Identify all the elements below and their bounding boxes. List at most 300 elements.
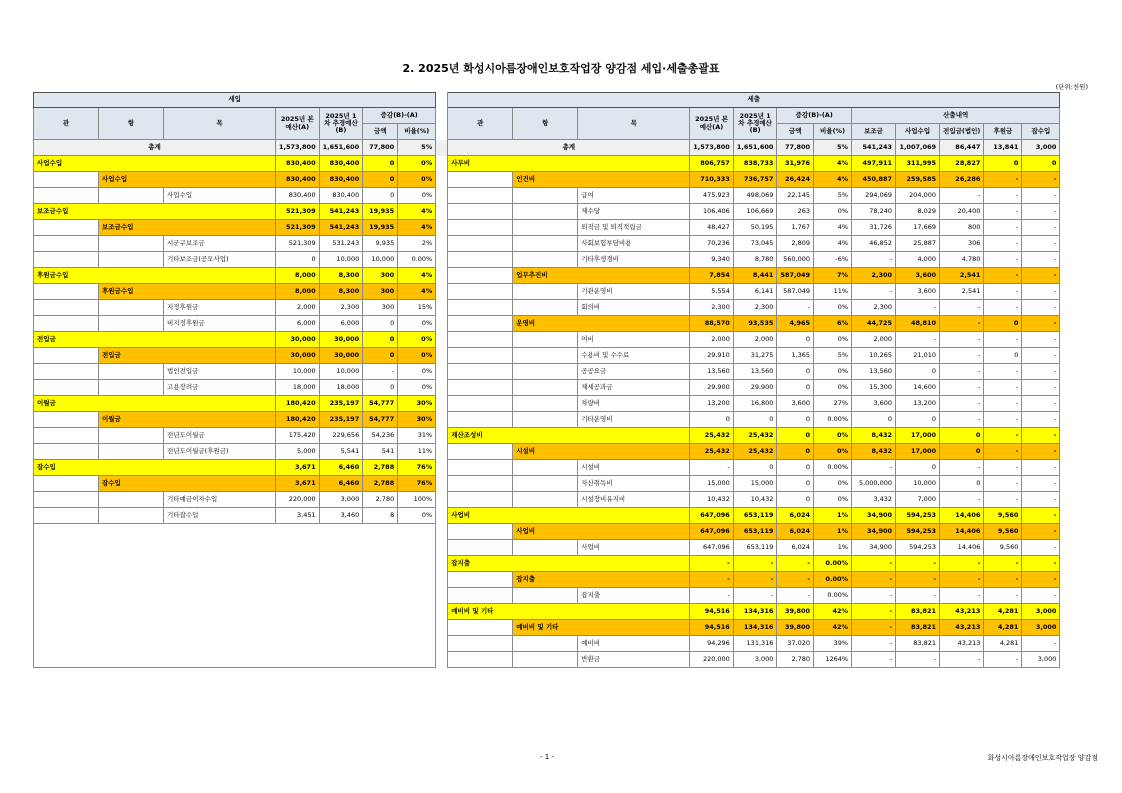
expense-gwan-cell bbox=[448, 492, 513, 508]
expense-amt-cell: 6,024 bbox=[777, 540, 814, 556]
expense-pct-cell: 0.00% bbox=[814, 556, 852, 572]
expense-total-amt: 77,800 bbox=[777, 140, 814, 156]
table-row bbox=[34, 636, 1060, 652]
expense-mok-cell: 여비 bbox=[578, 332, 690, 348]
expense-pct-cell: 0% bbox=[814, 364, 852, 380]
income-mok-cell: 비지정후원금 bbox=[164, 316, 276, 332]
expense-gwan-cell: 사무비 bbox=[448, 156, 690, 172]
income-gwan-cell bbox=[34, 428, 99, 444]
income-a-cell: 180,420 bbox=[276, 412, 320, 428]
expense-d1-cell: - bbox=[852, 460, 896, 476]
expense-d3-cell: 26,286 bbox=[940, 172, 984, 188]
col-exp-ratio: 비율(%) bbox=[814, 124, 852, 140]
expense-d2-cell: 204,000 bbox=[896, 188, 940, 204]
income-pct-cell: 0% bbox=[398, 332, 436, 348]
expense-amt-cell: - bbox=[777, 300, 814, 316]
expense-mok-cell: 기타운영비 bbox=[578, 412, 690, 428]
expense-pct-cell: 4% bbox=[814, 156, 852, 172]
expense-gwan-cell bbox=[448, 284, 513, 300]
expense-d1-cell: - bbox=[852, 252, 896, 268]
expense-total-b: 1,651,600 bbox=[733, 140, 777, 156]
expense-amt-cell: 560,000 bbox=[777, 252, 814, 268]
expense-amt-cell: 2,809 bbox=[777, 236, 814, 252]
expense-d1-cell: 34,900 bbox=[852, 508, 896, 524]
table-row bbox=[34, 300, 1060, 316]
expense-mok-cell: 수용비 및 수수료 bbox=[578, 348, 690, 364]
expense-b-cell: 736,757 bbox=[733, 172, 777, 188]
table-row bbox=[34, 236, 1060, 252]
income-hang-cell bbox=[99, 428, 164, 444]
expense-b-cell: 838,733 bbox=[733, 156, 777, 172]
expense-d1-cell: 3,600 bbox=[852, 396, 896, 412]
income-pct-cell: 0% bbox=[398, 156, 436, 172]
expense-mok-cell: 반환금 bbox=[578, 652, 690, 668]
expense-mok-cell: 기관운영비 bbox=[578, 284, 690, 300]
expense-gwan-cell bbox=[448, 412, 513, 428]
income-hang-cell bbox=[99, 300, 164, 316]
income-mok-cell: 사업수입 bbox=[164, 188, 276, 204]
expense-d4-cell: - bbox=[984, 172, 1022, 188]
expense-gwan-cell: 사업비 bbox=[448, 508, 690, 524]
income-pct-cell: 4% bbox=[398, 268, 436, 284]
expense-pct-cell: 0% bbox=[814, 332, 852, 348]
income-gwan-cell bbox=[34, 412, 99, 428]
expense-d3-cell: - bbox=[940, 380, 984, 396]
expense-d3-cell: - bbox=[940, 396, 984, 412]
expense-b-cell: 50,195 bbox=[733, 220, 777, 236]
income-a-cell: 830,400 bbox=[276, 156, 320, 172]
expense-total-label: 총계 bbox=[448, 140, 690, 156]
col-exp-mok: 목 bbox=[578, 108, 690, 140]
income-hang-cell bbox=[99, 364, 164, 380]
income-gwan-cell bbox=[34, 188, 99, 204]
col-d5: 잡수입 bbox=[1022, 124, 1060, 140]
income-mok-cell: 전년도이월금(후원금) bbox=[164, 444, 276, 460]
expense-b-cell: 131,316 bbox=[733, 636, 777, 652]
income-pct-cell: 0% bbox=[398, 508, 436, 524]
expense-gwan-cell bbox=[448, 332, 513, 348]
income-gwan-cell bbox=[34, 364, 99, 380]
expense-d1-cell: 497,911 bbox=[852, 156, 896, 172]
expense-d4-cell: 9,560 bbox=[984, 540, 1022, 556]
income-b-cell: 6,460 bbox=[319, 460, 363, 476]
separator bbox=[436, 508, 448, 524]
expense-gwan-cell bbox=[448, 636, 513, 652]
col-d1: 보조금 bbox=[852, 124, 896, 140]
income-mok-cell: 법인전입금 bbox=[164, 364, 276, 380]
expense-a-cell: - bbox=[690, 460, 734, 476]
expense-hang-cell: 운영비 bbox=[513, 316, 690, 332]
income-b-cell: 6,460 bbox=[319, 476, 363, 492]
expense-gwan-cell bbox=[448, 348, 513, 364]
table-row bbox=[34, 332, 1060, 348]
expense-hang-cell bbox=[513, 380, 578, 396]
income-gwan-cell bbox=[34, 476, 99, 492]
expense-gwan-cell: 재산조성비 bbox=[448, 428, 690, 444]
col-exp-hang: 항 bbox=[513, 108, 578, 140]
expense-pct-cell: 0% bbox=[814, 204, 852, 220]
expense-d4-cell: - bbox=[984, 332, 1022, 348]
separator bbox=[436, 652, 448, 668]
income-empty-cell bbox=[34, 636, 436, 652]
income-gwan-cell bbox=[34, 508, 99, 524]
income-pct-cell: 31% bbox=[398, 428, 436, 444]
col-exp-diff: 증감(B)-(A) bbox=[777, 108, 852, 124]
income-b-cell: 541,243 bbox=[319, 220, 363, 236]
expense-gwan-cell bbox=[448, 172, 513, 188]
table-row bbox=[34, 364, 1060, 380]
expense-d2-cell: 21,010 bbox=[896, 348, 940, 364]
income-pct-cell: 76% bbox=[398, 460, 436, 476]
separator bbox=[436, 188, 448, 204]
income-a-cell: 2,000 bbox=[276, 300, 320, 316]
separator bbox=[436, 252, 448, 268]
expense-d3-cell: - bbox=[940, 364, 984, 380]
footer-org: 화성시아름장애인보호작업장 양감점 bbox=[987, 754, 1098, 762]
income-gwan-cell bbox=[34, 492, 99, 508]
expense-d3-cell: 306 bbox=[940, 236, 984, 252]
income-empty-cell bbox=[34, 572, 436, 588]
expense-d2-cell: 0 bbox=[896, 364, 940, 380]
expense-a-cell: 220,000 bbox=[690, 652, 734, 668]
expense-total-d1: 541,243 bbox=[852, 140, 896, 156]
expense-d5-cell: - bbox=[1022, 236, 1060, 252]
expense-gwan-cell bbox=[448, 204, 513, 220]
income-b-cell: 3,000 bbox=[319, 492, 363, 508]
col-diff: 증감(B)-(A) bbox=[363, 108, 436, 124]
expense-total-d3: 86,447 bbox=[940, 140, 984, 156]
separator bbox=[436, 204, 448, 220]
income-b-cell: 8,300 bbox=[319, 268, 363, 284]
separator bbox=[436, 556, 448, 572]
separator bbox=[436, 220, 448, 236]
income-header: 세입 bbox=[34, 93, 436, 108]
expense-d3-cell: - bbox=[940, 492, 984, 508]
income-mok-cell: 기타잡수입 bbox=[164, 508, 276, 524]
expense-gwan-cell bbox=[448, 188, 513, 204]
expense-pct-cell: 0% bbox=[814, 300, 852, 316]
expense-d1-cell: 34,900 bbox=[852, 540, 896, 556]
separator bbox=[436, 284, 448, 300]
separator bbox=[436, 332, 448, 348]
expense-b-cell: 134,316 bbox=[733, 620, 777, 636]
expense-pct-cell: 0% bbox=[814, 428, 852, 444]
expense-mok-cell: 사회보험부담비용 bbox=[578, 236, 690, 252]
separator bbox=[436, 444, 448, 460]
expense-d2-cell: 25,887 bbox=[896, 236, 940, 252]
expense-d5-cell: - bbox=[1022, 268, 1060, 284]
table-row bbox=[34, 508, 1060, 524]
income-hang-cell: 이월금 bbox=[99, 412, 276, 428]
income-hang-cell bbox=[99, 236, 164, 252]
expense-b-cell: 3,000 bbox=[733, 652, 777, 668]
table-row bbox=[34, 268, 1060, 284]
expense-d2-cell: 17,669 bbox=[896, 220, 940, 236]
separator bbox=[436, 460, 448, 476]
expense-total-pct: 5% bbox=[814, 140, 852, 156]
expense-a-cell: 48,427 bbox=[690, 220, 734, 236]
expense-d1-cell: 294,069 bbox=[852, 188, 896, 204]
expense-d5-cell: - bbox=[1022, 588, 1060, 604]
income-pct-cell: 15% bbox=[398, 300, 436, 316]
expense-mok-cell: 시설비 bbox=[578, 460, 690, 476]
expense-total-d2: 1,007,069 bbox=[896, 140, 940, 156]
income-pct-cell: 0% bbox=[398, 172, 436, 188]
separator bbox=[436, 396, 448, 412]
separator bbox=[436, 348, 448, 364]
income-b-cell: 830,400 bbox=[319, 156, 363, 172]
separator bbox=[436, 380, 448, 396]
expense-pct-cell: 4% bbox=[814, 172, 852, 188]
separator bbox=[436, 620, 448, 636]
expense-d5-cell: - bbox=[1022, 252, 1060, 268]
income-gwan-cell: 후원금수입 bbox=[34, 268, 276, 284]
income-empty-cell bbox=[34, 540, 436, 556]
separator bbox=[436, 364, 448, 380]
col-budget-b: 2025년 1차 추경예산(B) bbox=[319, 108, 363, 140]
income-a-cell: 3,451 bbox=[276, 508, 320, 524]
expense-d5-cell: 3,000 bbox=[1022, 604, 1060, 620]
expense-d3-cell: - bbox=[940, 652, 984, 668]
income-hang-cell: 잡수입 bbox=[99, 476, 276, 492]
separator bbox=[436, 476, 448, 492]
separator bbox=[436, 428, 448, 444]
income-total-amt: 77,800 bbox=[363, 140, 398, 156]
expense-hang-cell bbox=[513, 300, 578, 316]
expense-pct-cell: 0.00% bbox=[814, 588, 852, 604]
expense-hang-cell bbox=[513, 460, 578, 476]
expense-d1-cell: - bbox=[852, 572, 896, 588]
income-amt-cell: 300 bbox=[363, 284, 398, 300]
col-exp-gwan: 관 bbox=[448, 108, 513, 140]
table-row bbox=[34, 204, 1060, 220]
table-row bbox=[34, 444, 1060, 460]
income-pct-cell: 0% bbox=[398, 188, 436, 204]
expense-d2-cell: - bbox=[896, 556, 940, 572]
income-a-cell: 5,000 bbox=[276, 444, 320, 460]
income-gwan-cell bbox=[34, 348, 99, 364]
separator bbox=[436, 316, 448, 332]
expense-a-cell: 806,757 bbox=[690, 156, 734, 172]
expense-total-d4: 13,841 bbox=[984, 140, 1022, 156]
expense-d4-cell: - bbox=[984, 268, 1022, 284]
separator bbox=[436, 140, 448, 156]
expense-d2-cell: - bbox=[896, 332, 940, 348]
expense-d2-cell: 259,585 bbox=[896, 172, 940, 188]
expense-d4-cell: - bbox=[984, 204, 1022, 220]
expense-mok-cell: 시설장비유지비 bbox=[578, 492, 690, 508]
expense-mok-cell: 제세공과금 bbox=[578, 380, 690, 396]
expense-b-cell: 6,141 bbox=[733, 284, 777, 300]
expense-d4-cell: - bbox=[984, 492, 1022, 508]
expense-d1-cell: 15,300 bbox=[852, 380, 896, 396]
income-amt-cell: 19,935 bbox=[363, 204, 398, 220]
income-amt-cell: 2,788 bbox=[363, 476, 398, 492]
table-row bbox=[34, 252, 1060, 268]
expense-d5-cell: - bbox=[1022, 428, 1060, 444]
expense-d2-cell: 48,810 bbox=[896, 316, 940, 332]
expense-hang-cell bbox=[513, 236, 578, 252]
expense-d3-cell: 20,400 bbox=[940, 204, 984, 220]
expense-amt-cell: 2,780 bbox=[777, 652, 814, 668]
expense-d2-cell: - bbox=[896, 588, 940, 604]
income-amt-cell: - bbox=[363, 364, 398, 380]
expense-d3-cell: 28,827 bbox=[940, 156, 984, 172]
expense-d5-cell: - bbox=[1022, 316, 1060, 332]
income-amt-cell: 10,000 bbox=[363, 252, 398, 268]
income-b-cell: 5,541 bbox=[319, 444, 363, 460]
expense-d4-cell: 4,281 bbox=[984, 636, 1022, 652]
expense-d2-cell: - bbox=[896, 572, 940, 588]
expense-d5-cell: - bbox=[1022, 396, 1060, 412]
expense-d5-cell: - bbox=[1022, 380, 1060, 396]
expense-d2-cell: 0 bbox=[896, 460, 940, 476]
expense-pct-cell: 0% bbox=[814, 492, 852, 508]
expense-amt-cell: - bbox=[777, 588, 814, 604]
expense-b-cell: 8,780 bbox=[733, 252, 777, 268]
expense-b-cell: 653,119 bbox=[733, 540, 777, 556]
expense-d1-cell: 44,725 bbox=[852, 316, 896, 332]
income-a-cell: 521,309 bbox=[276, 220, 320, 236]
expense-amt-cell: 39,800 bbox=[777, 620, 814, 636]
expense-hang-cell bbox=[513, 652, 578, 668]
col-d2: 사업수입 bbox=[896, 124, 940, 140]
income-mok-cell: 지정후원금 bbox=[164, 300, 276, 316]
expense-gwan-cell bbox=[448, 476, 513, 492]
expense-pct-cell: 11% bbox=[814, 284, 852, 300]
expense-amt-cell: 0 bbox=[777, 332, 814, 348]
expense-gwan-cell bbox=[448, 572, 513, 588]
income-mok-cell: 전년도이월금 bbox=[164, 428, 276, 444]
col-exp-amount: 금액 bbox=[777, 124, 814, 140]
expense-d1-cell: - bbox=[852, 284, 896, 300]
expense-d5-cell: - bbox=[1022, 300, 1060, 316]
unit-label: (단위:천원) bbox=[1055, 83, 1088, 91]
expense-a-cell: 88,570 bbox=[690, 316, 734, 332]
income-hang-cell bbox=[99, 380, 164, 396]
expense-amt-cell: 1,767 bbox=[777, 220, 814, 236]
income-a-cell: 0 bbox=[276, 252, 320, 268]
income-hang-cell bbox=[99, 316, 164, 332]
expense-d2-cell: 594,253 bbox=[896, 540, 940, 556]
expense-amt-cell: 0 bbox=[777, 412, 814, 428]
expense-b-cell: 0 bbox=[733, 412, 777, 428]
income-b-cell: 3,460 bbox=[319, 508, 363, 524]
table-row bbox=[34, 524, 1060, 540]
expense-mok-cell: 잡지출 bbox=[578, 588, 690, 604]
income-gwan-cell bbox=[34, 300, 99, 316]
expense-pct-cell: 0% bbox=[814, 444, 852, 460]
expense-mok-cell: 사업비 bbox=[578, 540, 690, 556]
expense-pct-cell: 0.00% bbox=[814, 460, 852, 476]
expense-hang-cell bbox=[513, 348, 578, 364]
table-row bbox=[34, 556, 1060, 572]
col-d3: 전입금(법인) bbox=[940, 124, 984, 140]
income-gwan-cell bbox=[34, 444, 99, 460]
income-b-cell: 235,197 bbox=[319, 412, 363, 428]
expense-amt-cell: 3,600 bbox=[777, 396, 814, 412]
expense-b-cell: 2,300 bbox=[733, 300, 777, 316]
income-a-cell: 3,671 bbox=[276, 476, 320, 492]
expense-a-cell: 647,096 bbox=[690, 540, 734, 556]
expense-amt-cell: 1,365 bbox=[777, 348, 814, 364]
expense-d5-cell: - bbox=[1022, 412, 1060, 428]
table-row bbox=[34, 540, 1060, 556]
income-empty-cell bbox=[34, 588, 436, 604]
expense-d4-cell: - bbox=[984, 220, 1022, 236]
income-gwan-cell bbox=[34, 220, 99, 236]
income-empty-cell bbox=[34, 620, 436, 636]
expense-hang-cell bbox=[513, 588, 578, 604]
expense-d1-cell: 46,852 bbox=[852, 236, 896, 252]
col-ratio: 비율(%) bbox=[398, 124, 436, 140]
expense-d5-cell: - bbox=[1022, 284, 1060, 300]
expense-amt-cell: - bbox=[777, 556, 814, 572]
expense-hang-cell bbox=[513, 412, 578, 428]
expense-gwan-cell bbox=[448, 620, 513, 636]
income-amt-cell: 0 bbox=[363, 348, 398, 364]
expense-a-cell: 647,096 bbox=[690, 524, 734, 540]
expense-b-cell: 653,119 bbox=[733, 508, 777, 524]
col-d4: 후원금 bbox=[984, 124, 1022, 140]
income-hang-cell: 사업수입 bbox=[99, 172, 276, 188]
expense-d1-cell: 2,000 bbox=[852, 332, 896, 348]
expense-a-cell: 70,236 bbox=[690, 236, 734, 252]
expense-d4-cell: - bbox=[984, 188, 1022, 204]
income-amt-cell: 0 bbox=[363, 156, 398, 172]
income-gwan-cell: 이월금 bbox=[34, 396, 276, 412]
income-gwan-cell bbox=[34, 316, 99, 332]
expense-hang-cell bbox=[513, 284, 578, 300]
income-empty-cell bbox=[34, 556, 436, 572]
expense-a-cell: 94,516 bbox=[690, 620, 734, 636]
income-amt-cell: 9,935 bbox=[363, 236, 398, 252]
expense-hang-cell bbox=[513, 204, 578, 220]
income-pct-cell: 4% bbox=[398, 284, 436, 300]
expense-pct-cell: 42% bbox=[814, 620, 852, 636]
expense-d4-cell: - bbox=[984, 444, 1022, 460]
expense-gwan-cell bbox=[448, 236, 513, 252]
income-amt-cell: 2,788 bbox=[363, 460, 398, 476]
expense-d3-cell: 2,541 bbox=[940, 284, 984, 300]
income-b-cell: 8,300 bbox=[319, 284, 363, 300]
income-hang-cell: 후원금수입 bbox=[99, 284, 276, 300]
table-row bbox=[34, 572, 1060, 588]
expense-d3-cell: 43,213 bbox=[940, 604, 984, 620]
expense-a-cell: 2,300 bbox=[690, 300, 734, 316]
expense-d2-cell: 83,821 bbox=[896, 620, 940, 636]
expense-d4-cell: 0 bbox=[984, 156, 1022, 172]
income-a-cell: 10,000 bbox=[276, 364, 320, 380]
expense-d2-cell: - bbox=[896, 652, 940, 668]
expense-d3-cell: - bbox=[940, 556, 984, 572]
expense-gwan-cell: 잡지출 bbox=[448, 556, 690, 572]
expense-pct-cell: 0.00% bbox=[814, 572, 852, 588]
expense-d4-cell: - bbox=[984, 284, 1022, 300]
income-amt-cell: 0 bbox=[363, 172, 398, 188]
expense-a-cell: 94,296 bbox=[690, 636, 734, 652]
expense-b-cell: 653,119 bbox=[733, 524, 777, 540]
income-total-a: 1,573,800 bbox=[276, 140, 320, 156]
expense-a-cell: 647,096 bbox=[690, 508, 734, 524]
expense-a-cell: 15,000 bbox=[690, 476, 734, 492]
expense-hang-cell bbox=[513, 364, 578, 380]
expense-d5-cell: - bbox=[1022, 204, 1060, 220]
expense-b-cell: 25,432 bbox=[733, 428, 777, 444]
income-amt-cell: 0 bbox=[363, 380, 398, 396]
expense-d3-cell: - bbox=[940, 460, 984, 476]
income-b-cell: 229,656 bbox=[319, 428, 363, 444]
